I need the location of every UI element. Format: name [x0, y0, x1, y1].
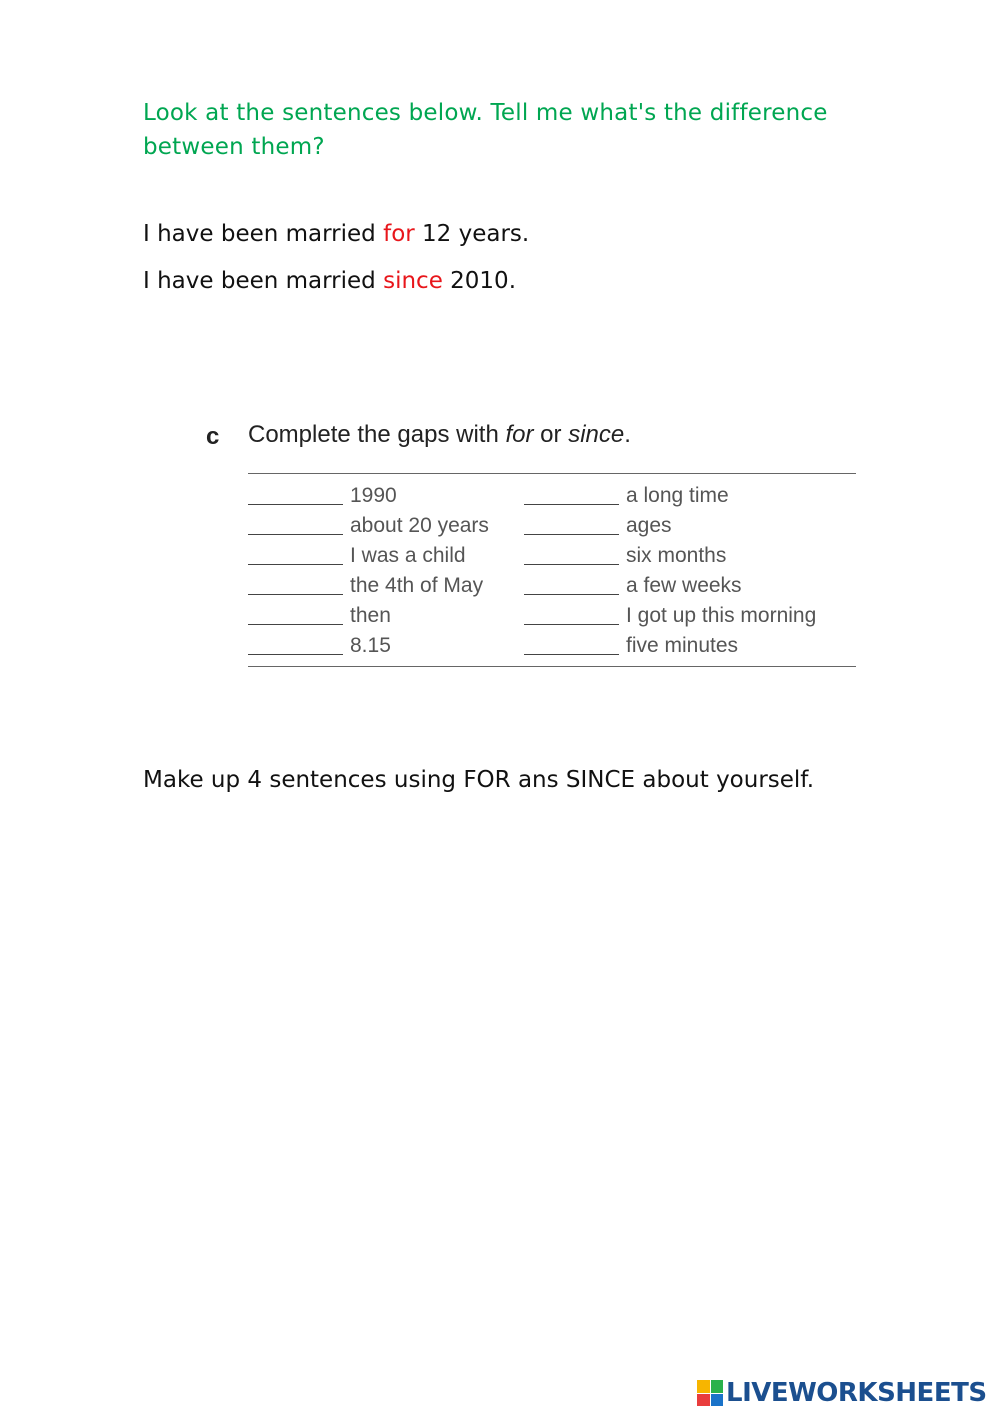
exercise-item: 8.15: [350, 634, 391, 657]
intro-question: Look at the sentences below. Tell me what's the difference between them?: [143, 100, 828, 160]
answer-gap[interactable]: [524, 654, 619, 655]
sentence-text: I have been married: [143, 268, 384, 294]
exercise-item: the 4th of May: [350, 574, 484, 597]
sentence-text: 12 years.: [414, 221, 530, 247]
divider-bottom: [248, 666, 856, 667]
logo-text: LIVEWORKSHEETS: [726, 1378, 987, 1408]
answer-gap[interactable]: [524, 534, 619, 535]
exercise-item: about 20 years: [350, 514, 489, 537]
answer-gap[interactable]: [248, 654, 343, 655]
answer-gap[interactable]: [248, 564, 343, 565]
exercise-item: a long time: [626, 484, 729, 507]
answer-gap[interactable]: [524, 594, 619, 595]
sentence-text: I have been married: [143, 221, 384, 247]
exercise-item: five minutes: [626, 634, 739, 657]
exercise-item: then: [350, 604, 391, 627]
exercise-item: six months: [626, 544, 727, 567]
answer-gap[interactable]: [248, 624, 343, 625]
logo-mark-icon: [697, 1380, 723, 1406]
sentence-text: 2010.: [442, 268, 516, 294]
answer-gap[interactable]: [524, 624, 619, 625]
example-sentence-since: [143, 266, 516, 296]
keyword-for: for: [383, 221, 415, 247]
answer-gap[interactable]: [248, 534, 343, 535]
answer-gap[interactable]: [524, 564, 619, 565]
exercise-item: I was a child: [350, 544, 466, 567]
exercise-item: a few weeks: [626, 574, 742, 597]
exercise-instruction: Complete the gaps with for or since.: [248, 421, 631, 448]
answer-gap[interactable]: [248, 504, 343, 505]
exercise-item: 1990: [350, 484, 397, 507]
writing-task: Make up 4 sentences using FOR ans SINCE about yourself.: [143, 767, 815, 793]
divider-top: [248, 473, 856, 474]
exercise-item: ages: [626, 514, 672, 537]
exercise-letter: c: [206, 423, 220, 450]
gap-fill-exercise: [200, 415, 860, 685]
example-sentence-for: [143, 219, 529, 249]
answer-gap[interactable]: [524, 504, 619, 505]
answer-gap[interactable]: [248, 594, 343, 595]
liveworksheets-logo: [697, 1378, 987, 1408]
keyword-since: since: [383, 268, 443, 294]
exercise-item: I got up this morning: [626, 604, 817, 627]
